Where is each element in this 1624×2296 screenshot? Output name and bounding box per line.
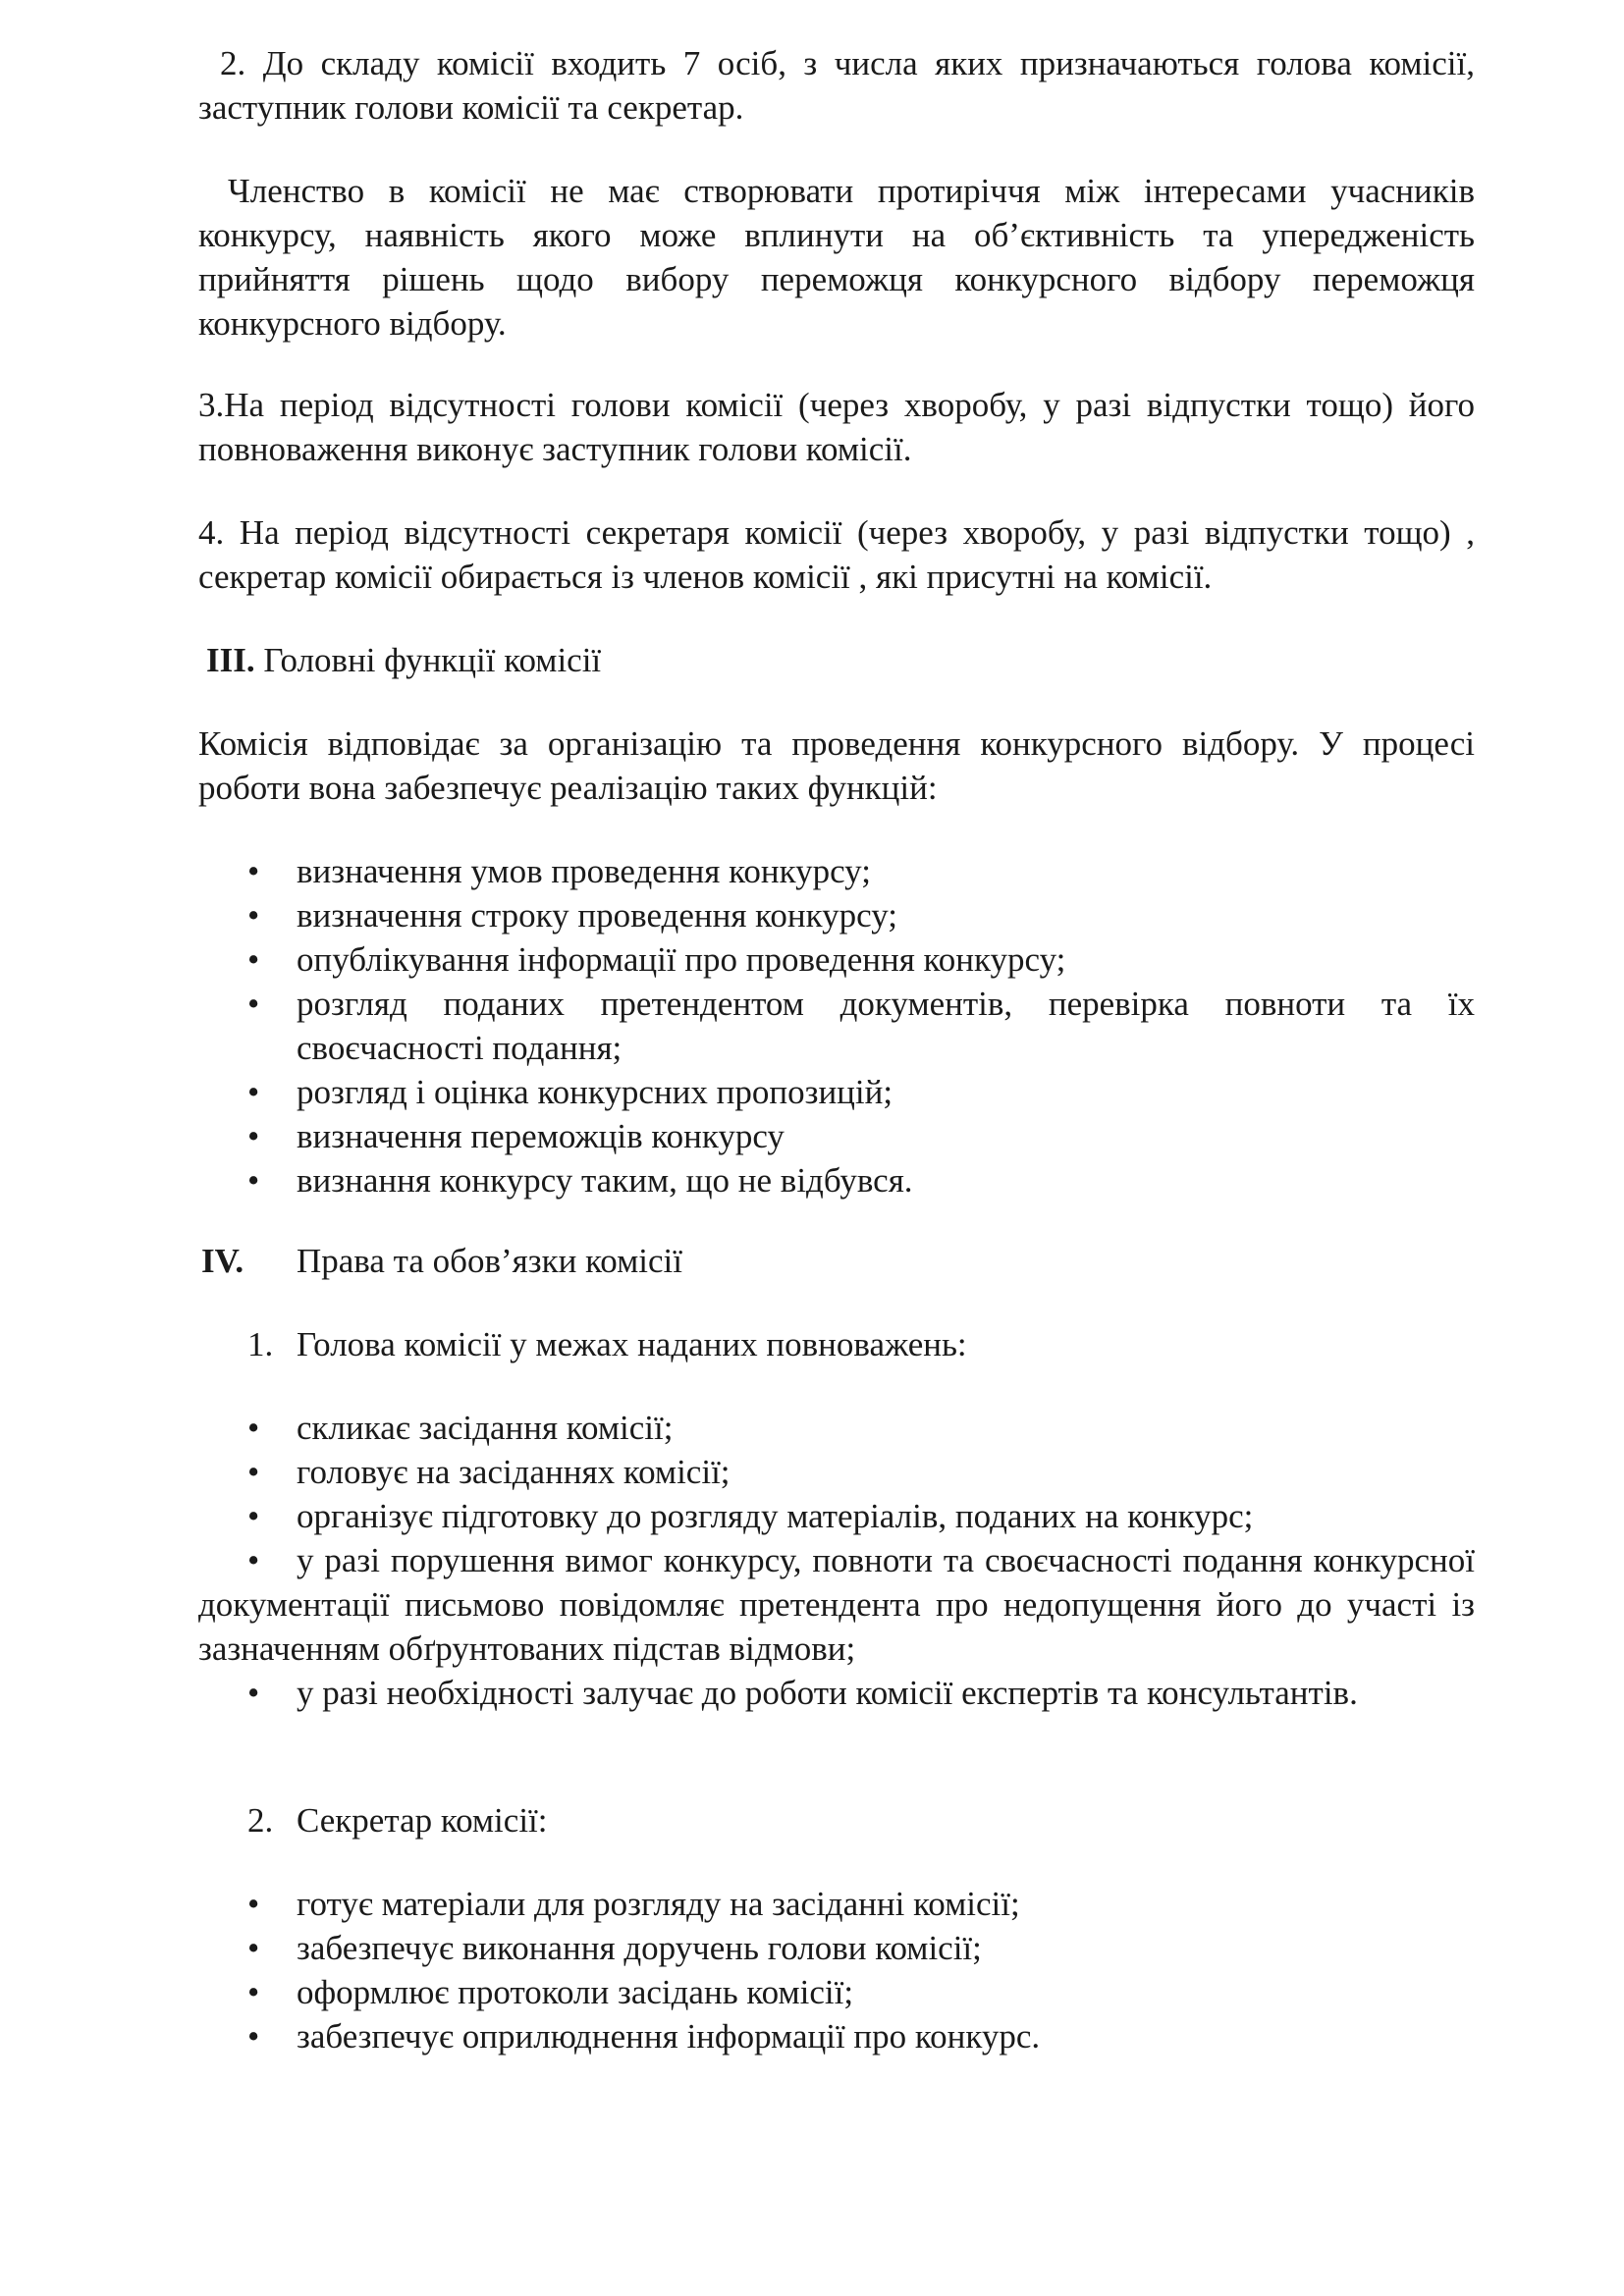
item-text: Голова комісії у межах наданих повноважень: — [297, 1325, 967, 1363]
bullet-icon: • — [247, 1453, 260, 1491]
functions-list — [198, 849, 1475, 1202]
list-item: • опублікування інформації про проведення конкурсу; — [198, 937, 1475, 982]
list-item: • розгляд поданих претендентом документів, перевірка повноти та їх своєчасності подання; — [198, 982, 1475, 1070]
bullet-icon: • — [247, 985, 260, 1023]
list-item: • головує на засіданнях комісії; — [198, 1450, 1475, 1494]
bullet-icon: • — [247, 1409, 260, 1447]
list-item: • визначення строку проведення конкурсу; — [198, 893, 1475, 937]
list-item: • у разі необхідності залучає до роботи комісії експертів та консультантів. — [198, 1671, 1475, 1715]
paragraph-membership: Членство в комісії не має створювати протиріччя між інтересами учасників конкурсу, наявність якого може вплинути на об’єктивність та упередженість прийняття рішень щодо вибору переможця конкурсного відбору переможця конкурсного відбору. — [198, 172, 1475, 343]
paragraph-functions-intro: Комісія відповідає за організацію та проведення конкурсного відбору. У процесі роботи вона забезпечує реалізацію таких функцій: — [198, 724, 1475, 807]
head-duty-violation: • у разі порушення вимог конкурсу, повноти та своєчасності подання конкурсної документації письмово повідомляє претендента про недопущення його до участі із зазначенням обґрунтованих підстав відмови; — [198, 1538, 1475, 1671]
bullet-icon: • — [247, 896, 260, 934]
section-heading-rights — [201, 1239, 682, 1283]
list-item: • забезпечує оприлюднення інформації про конкурс. — [198, 2014, 1475, 2058]
bullet-icon: • — [247, 940, 260, 979]
list-item: • визначення переможців конкурсу — [198, 1114, 1475, 1158]
bullet-icon: • — [247, 1674, 260, 1712]
bullet-icon: • — [247, 2017, 260, 2056]
bullet-icon: • — [247, 1497, 260, 1535]
head-duties-list — [198, 1406, 1475, 1538]
list-item: • готує матеріали для розгляду на засіданні комісії; — [198, 1882, 1475, 1926]
bullet-icon: • — [247, 1073, 260, 1111]
item-number: 2. — [247, 1801, 274, 1840]
item-number: 1. — [247, 1325, 274, 1363]
bullet-icon: • — [247, 1973, 260, 2011]
paragraph-deputy: 3.На період відсутності голови комісії (через хворобу, у разі відпустки тощо) його повноваження виконує заступник голови комісії. — [198, 386, 1475, 468]
bullet-icon: • — [247, 1117, 260, 1155]
paragraph-composition: 2. До складу комісії входить 7 осіб, з числа яких призначаються голова комісії, заступник голови комісії та секретар. — [198, 44, 1475, 127]
bullet-icon: • — [247, 1929, 260, 1967]
bullet-icon: • — [247, 1161, 260, 1200]
list-item: • забезпечує виконання доручень голови комісії; — [198, 1926, 1475, 1970]
list-item: • визначення умов проведення конкурсу; — [198, 849, 1475, 893]
section-number: ІІІ. — [206, 641, 255, 679]
section-title: Права та обов’язки комісії — [297, 1242, 682, 1280]
list-item: • визнання конкурсу таким, що не відбувся. — [198, 1158, 1475, 1202]
paragraph-secretary-absence: 4. На період відсутності секретаря комісії (через хворобу, у разі відпустки тощо) , секретар комісії обирається із членов комісії , які присутні на комісії. — [198, 513, 1475, 596]
numbered-item-head — [247, 1322, 967, 1366]
section-heading-functions — [206, 638, 601, 682]
section-number: IV. — [201, 1242, 244, 1280]
head-duties-list-cont — [198, 1671, 1475, 1715]
bullet-icon: • — [247, 1885, 260, 1923]
bullet-icon: • — [247, 852, 260, 890]
numbered-item-secretary — [247, 1798, 548, 1842]
item-text: Секретар комісії: — [297, 1801, 548, 1840]
list-item: • скликає засідання комісії; — [198, 1406, 1475, 1450]
list-item: • розгляд і оцінка конкурсних пропозицій; — [198, 1070, 1475, 1114]
section-title: Головні функції комісії — [263, 641, 602, 679]
bullet-icon: • — [247, 1541, 260, 1579]
secretary-duties-list — [198, 1882, 1475, 2058]
list-item: • організує підготовку до розгляду матеріалів, поданих на конкурс; — [198, 1494, 1475, 1538]
list-item: • оформлює протоколи засідань комісії; — [198, 1970, 1475, 2014]
